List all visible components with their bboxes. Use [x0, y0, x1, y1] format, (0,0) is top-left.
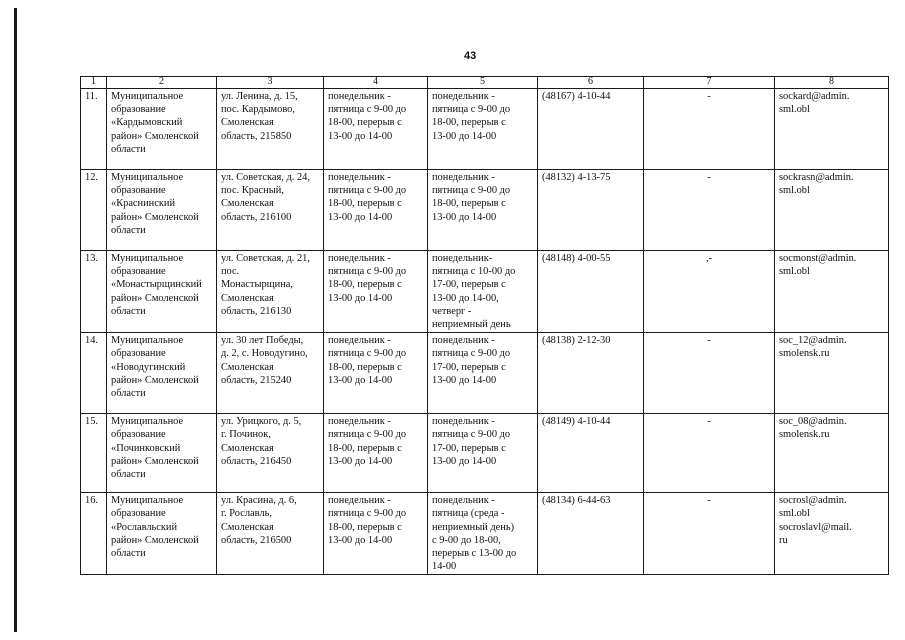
working-hours: понедельник - пятница с 9-00 до 18-00, перерыв с 13-00 до 14-00: [324, 414, 428, 493]
municipality-name: Муниципальное образование «Новодугинский район» Смоленской области: [107, 333, 217, 414]
table-row: [81, 333, 889, 414]
phone: (48167) 4-10-44: [538, 89, 644, 170]
municipality-name: Муниципальное образование «Краснинский район» Смоленской области: [107, 170, 217, 251]
phone: (48148) 4-00-55: [538, 251, 644, 333]
email: soc_12@admin. smolensk.ru: [775, 333, 889, 414]
table-header-row: [81, 77, 889, 89]
reception-hours: понедельник - пятница с 9-00 до 17-00, перерыв с 13-00 до 14-00: [428, 414, 538, 493]
working-hours: понедельник - пятница с 9-00 до 18-00, перерыв с 13-00 до 14-00: [324, 493, 428, 575]
column-7-value: -: [644, 414, 775, 493]
column-7-value: -: [644, 89, 775, 170]
phone: (48134) 6-44-63: [538, 493, 644, 575]
address: ул. Советская, д. 24, пос. Красный, Смоленская область, 216100: [217, 170, 324, 251]
column-7-value: -: [644, 493, 775, 575]
column-header: 1: [81, 77, 107, 89]
column-header: 7: [644, 77, 775, 89]
row-number: 12.: [81, 170, 107, 251]
municipality-name: Муниципальное образование «Кардымовский район» Смоленской области: [107, 89, 217, 170]
column-header: 4: [324, 77, 428, 89]
reception-hours: понедельник - пятница (среда - неприемный день) с 9-00 до 18-00, перерыв с 13-00 до 14-00: [428, 493, 538, 575]
table-row: [81, 251, 889, 333]
column-header: 5: [428, 77, 538, 89]
phone: (48132) 4-13-75: [538, 170, 644, 251]
row-number: 14.: [81, 333, 107, 414]
table-row: [81, 493, 889, 575]
reception-hours: понедельник - пятница с 9-00 до 17-00, перерыв с 13-00 до 14-00: [428, 333, 538, 414]
working-hours: понедельник - пятница с 9-00 до 18-00, перерыв с 13-00 до 14-00: [324, 333, 428, 414]
address: ул. Советская, д. 21, пос. Монастырщина, Смоленская область, 216130: [217, 251, 324, 333]
email: socrosl@admin. sml.obl socroslavl@mail. ru: [775, 493, 889, 575]
municipality-name: Муниципальное образование «Починковский район» Смоленской области: [107, 414, 217, 493]
reception-hours: понедельник- пятница с 10-00 до 17-00, перерыв с 13-00 до 14-00, четверг - неприемный день: [428, 251, 538, 333]
row-number: 15.: [81, 414, 107, 493]
email: socmonst@admin. sml.obl: [775, 251, 889, 333]
table-row: [81, 89, 889, 170]
phone: (48149) 4-10-44: [538, 414, 644, 493]
working-hours: понедельник - пятница с 9-00 до 18-00, перерыв с 13-00 до 14-00: [324, 170, 428, 251]
address: ул. 30 лет Победы, д. 2, с. Новодугино, Смоленская область, 215240: [217, 333, 324, 414]
municipality-name: Муниципальное образование «Рославльский район» Смоленской области: [107, 493, 217, 575]
address: ул. Урицкого, д. 5, г. Починок, Смоленская область, 216450: [217, 414, 324, 493]
column-7-value: -: [644, 170, 775, 251]
municipality-name: Муниципальное образование «Монастырщинский район» Смоленской области: [107, 251, 217, 333]
column-7-value: -: [644, 333, 775, 414]
row-number: 13.: [81, 251, 107, 333]
offices-table: [80, 76, 889, 575]
column-header: 2: [107, 77, 217, 89]
column-header: 6: [538, 77, 644, 89]
row-number: 16.: [81, 493, 107, 575]
column-header: 3: [217, 77, 324, 89]
reception-hours: понедельник - пятница с 9-00 до 18-00, перерыв с 13-00 до 14-00: [428, 89, 538, 170]
page-number: 43: [464, 50, 477, 62]
address: ул. Ленина, д. 15, пос. Кардымово, Смоленская область, 215850: [217, 89, 324, 170]
working-hours: понедельник - пятница с 9-00 до 18-00, перерыв с 13-00 до 14-00: [324, 89, 428, 170]
email: soc_08@admin. smolensk.ru: [775, 414, 889, 493]
table-row: [81, 170, 889, 251]
phone: (48138) 2-12-30: [538, 333, 644, 414]
email: sockard@admin. sml.obl: [775, 89, 889, 170]
column-7-value: ,-: [644, 251, 775, 333]
scan-margin-bar: [14, 8, 17, 632]
column-header: 8: [775, 77, 889, 89]
reception-hours: понедельник - пятница с 9-00 до 18-00, перерыв с 13-00 до 14-00: [428, 170, 538, 251]
working-hours: понедельник - пятница с 9-00 до 18-00, перерыв с 13-00 до 14-00: [324, 251, 428, 333]
table-row: [81, 414, 889, 493]
address: ул. Красина, д. 6, г. Рославль, Смоленская область, 216500: [217, 493, 324, 575]
email: sockrasn@admin. sml.obl: [775, 170, 889, 251]
row-number: 11.: [81, 89, 107, 170]
